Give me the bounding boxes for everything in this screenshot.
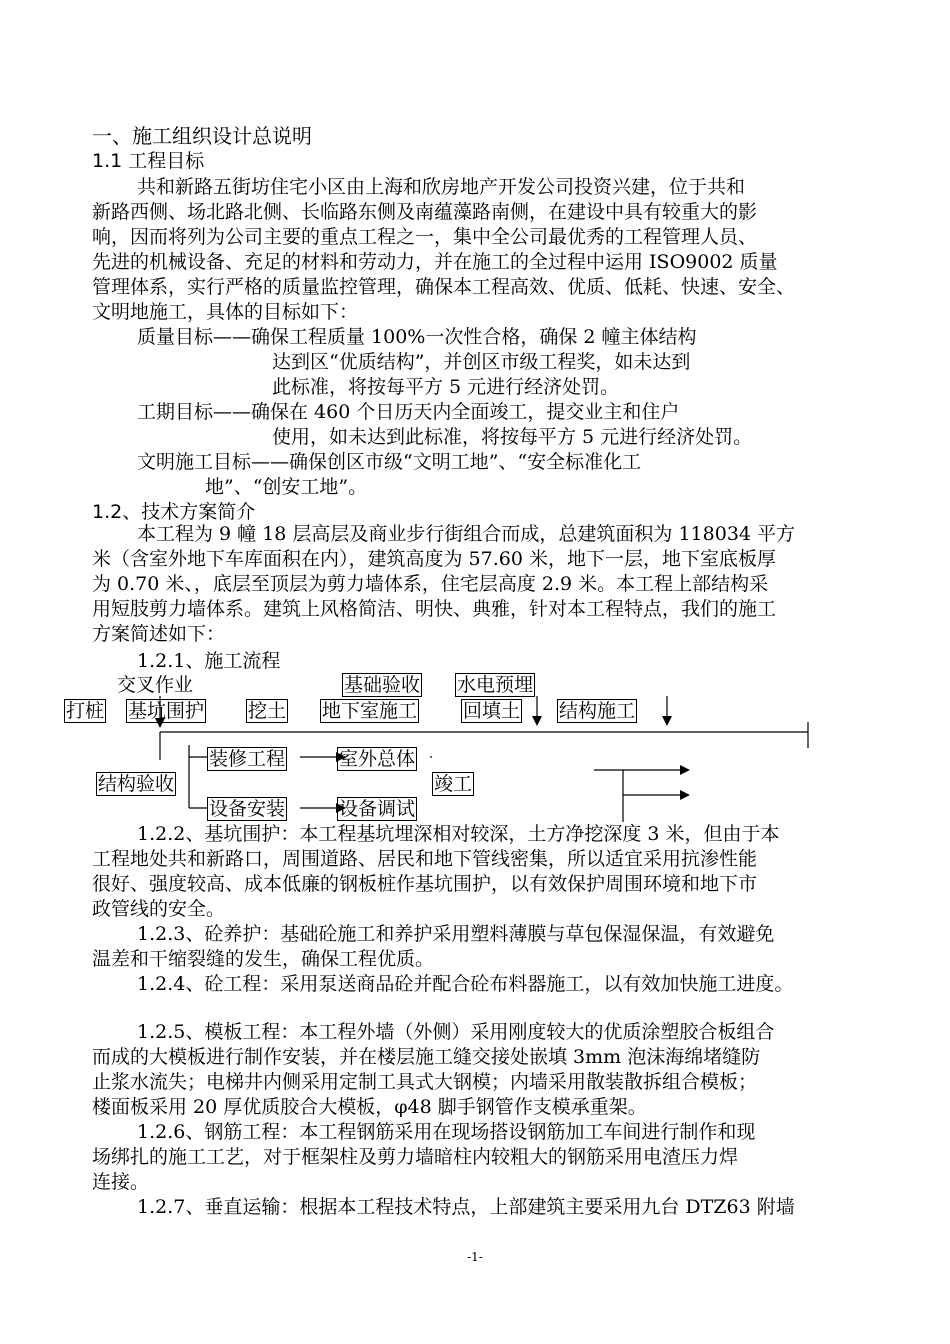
body-line: 1.2.7、垂直运输：根据本工程技术特点，上部建筑主要采用九台 DTZ63 附墙 [137, 1196, 795, 1218]
tech-line: 本工程为 9 幢 18 层高层及商业步行街组合而成，总建筑面积为 118034 平方 [137, 523, 796, 545]
flow-box-jiegou: 结构施工 [559, 700, 636, 722]
flow-box-dazhuang: 打桩 [66, 700, 105, 722]
flow-box-jungong: 竣工 [434, 773, 473, 795]
tech-line: 用短肢剪力墙体系。建筑上风格简洁、明快、典雅，针对本工程特点，我们的施工 [92, 598, 777, 620]
section-heading: 一、施工组织设计总说明 [92, 124, 312, 148]
intro-line: 响，因而将列为公司主要的重点工程之一，集中全公司最优秀的工程管理人员、 [92, 226, 758, 248]
flow-box-shiwai: 室外总体 [339, 748, 416, 770]
intro-line: 管理体系，实行严格的质量监控管理，确保本工程高效、优质、低耗、快速、安全、 [92, 276, 796, 298]
flow-box-shuidian: 水电预埋 [457, 674, 534, 696]
flow-box-huitian: 回填土 [463, 700, 521, 722]
flow-box-zhuangxiu: 装修工程 [209, 748, 286, 770]
body-line: 1.2.3、砼养护：基础砼施工和养护采用塑料薄膜与草包保湿保温，有效避免 [137, 923, 775, 945]
intro-line: 文明地施工，具体的目标如下： [92, 301, 359, 323]
tech-line: 为 0.70 米、，底层至顶层为剪力墙体系，住宅层高度 2.9 米。本工程上部结构采 [92, 573, 769, 595]
flow-box-shebeitiaoshi: 设备调试 [339, 798, 416, 820]
subsection-1-1: 1.1 工程目标 [92, 150, 205, 172]
body-line: 政管线的安全。 [92, 898, 226, 920]
goal-line: 此标准，将按每平方 5 元进行经济处罚。 [272, 376, 620, 398]
body-line: 1.2.2、基坑围护：本工程基坑埋深相对较深，土方净挖深度 3 米，但由于本 [137, 823, 780, 845]
intro-line: 新路西侧、场北路北侧、长临路东侧及南蕴藻路南侧，在建设中具有较重大的影 [92, 201, 758, 223]
tech-line: 米（含室外地下车库面积在内），建筑高度为 57.60 米，地下一层，地下室底板厚 [92, 548, 776, 570]
goal-line: 质量目标——确保工程质量 100%一次性合格，确保 2 幢主体结构 [137, 326, 697, 348]
subsection-1-2-1: 1.2.1、施工流程 [137, 650, 281, 672]
page-number: -1- [467, 1250, 483, 1264]
goal-line: 使用，如未达到此标准，将按每平方 5 元进行经济处罚。 [272, 426, 753, 448]
goal-line: 文明施工目标——确保创区市级“文明工地”、“安全标准化工 [137, 451, 642, 473]
body-line: 温差和干缩裂缝的发生，确保工程优质。 [92, 948, 435, 970]
body-line: 1.2.6、钢筋工程：本工程钢筋采用在现场搭设钢筋加工车间进行制作和现 [137, 1121, 756, 1143]
body-line: 工程地处共和新路口，周围道路、居民和地下管线密集，所以适宜采用抗渗性能 [92, 848, 758, 870]
goal-line: 地”、“创安工地”。 [205, 476, 368, 498]
body-line: 连接。 [92, 1171, 150, 1193]
body-line: 场绑扎的施工工艺，对于框架柱及剪力墙暗柱内较粗大的钢筋采用电渣压力焊 [92, 1146, 739, 1168]
flow-box-dixiashi: 地下室施工 [322, 700, 418, 722]
flow-box-jichuyanshou: 基础验收 [344, 674, 421, 696]
flow-box-jikeng: 基坑围护 [128, 700, 205, 722]
goal-line: 工期目标——确保在 460 个日历天内全面竣工，提交业主和住户 [137, 401, 680, 423]
body-line: 楼面板采用 20 厚优质胶合大模板，φ48 脚手钢管作支模承重架。 [92, 1096, 647, 1118]
arrowhead [532, 716, 542, 726]
arrowhead [662, 716, 672, 726]
body-line: 而成的大模板进行制作安装，并在楼层施工缝交接处嵌填 3mm 泡沫海绵堵缝防 [92, 1046, 761, 1068]
body-line: 很好、强度较高、成本低廉的钢板桩作基坑围护，以有效保护周围环境和地下市 [92, 873, 758, 895]
flow-box-shebeianzhuang: 设备安装 [209, 798, 286, 820]
flow-label-cross: 交叉作业 [117, 674, 194, 696]
goal-line: 达到区“优质结构”，并创区市级工程奖，如未达到 [272, 351, 691, 373]
subsection-1-2: 1.2、技术方案简介 [92, 501, 256, 523]
arrowhead [680, 765, 690, 775]
arrowhead [680, 790, 690, 800]
body-line: 止浆水流失；电梯井内侧采用定制工具式大钢模；内墙采用散装散拆组合模板； [92, 1071, 758, 1093]
flow-box-jiegouyanshou: 结构验收 [98, 773, 175, 795]
body-line: 1.2.4、砼工程：采用泵送商品砼并配合砼布料器施工，以有效加快施工进度。 [137, 973, 794, 995]
tech-line: 方案简述如下： [92, 623, 226, 645]
intro-line: 先进的机械设备、充足的材料和劳动力，并在施工的全过程中运用 ISO9002 质量 [92, 251, 778, 273]
flow-box-watu: 挖土 [248, 700, 287, 722]
intro-line: 共和新路五街坊住宅小区由上海和欣房地产开发公司投资兴建，位于共和 [137, 176, 746, 198]
body-line: 1.2.5、模板工程：本工程外墙（外侧）采用刚度较大的优质涂塑胶合板组合 [137, 1021, 775, 1043]
